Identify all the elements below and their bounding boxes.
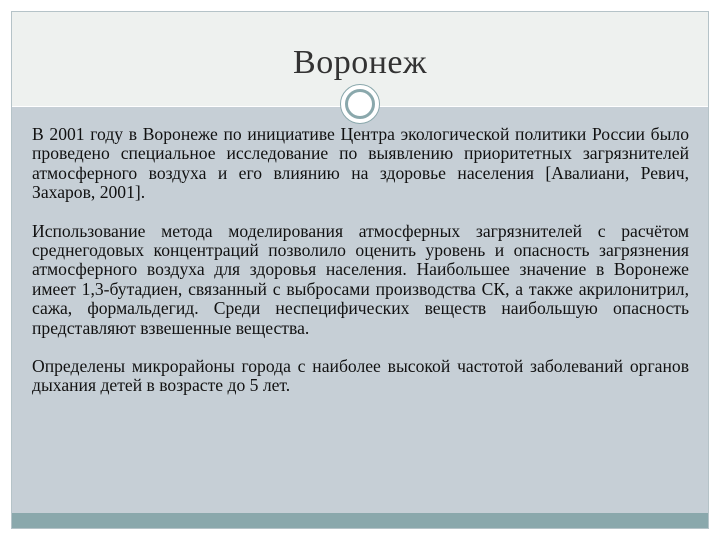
bottom-bar	[12, 513, 708, 528]
circle-ornament-icon	[340, 84, 380, 124]
slide-body	[32, 125, 689, 415]
circle-ornament-inner	[345, 89, 375, 119]
slide	[11, 11, 709, 529]
paragraph-3: Определены микрорайоны города с наиболее высокой частотой заболеваний органов дыхания детей в возрасте до 5 лет.	[32, 356, 689, 396]
slide-title: Воронеж	[293, 44, 427, 81]
paragraph-1: В 2001 году в Воронеже по инициативе Центра экологической политики России было проведено специальное исследование по выявлению приоритетных загрязнителей атмосферного воздуха и его влиянию на здоровье населения [Авалиани, Ревич, Захаров, 2001].	[32, 124, 689, 203]
paragraph-2: Использование метода моделирования атмосферных загрязнителей с расчётом среднегодовых концентраций позволило оценить уровень и опасность загрязнения атмосферного воздуха для здоровья населения. Наибольшее значение в Воронеже имеет 1,3-бутадиен, связанный с выбросами производства СК, а также акрилонитрил, сажа, формальдегид. Среди неспецифических веществ наибольшую опасность представляют взвешенные вещества.	[32, 220, 689, 338]
